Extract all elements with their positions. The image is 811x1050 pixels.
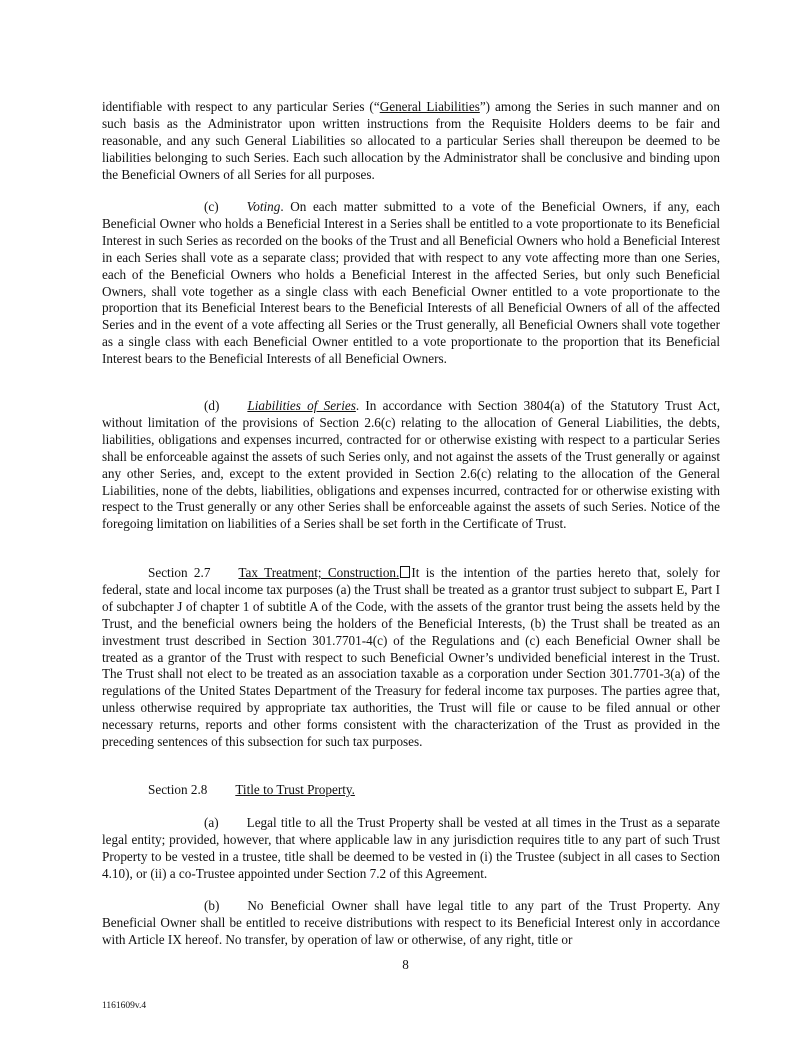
subsection-heading: Liabilities of Series: [247, 398, 356, 413]
section-number: Section 2.7: [148, 565, 211, 580]
text-span: Legal title to all the Trust Property shall be vested at all times in the Trust as a separate legal entity; provided, however, that where applicable law in any jurisdiction requires title to any part of such Trust Property to be vested in a trustee, title shall be deemed to be vested in (i) the Trustee (subject in all cases to Section 4.10), or (ii) a co-Trustee appointed under Section 7.2 of this Agreement.: [102, 815, 720, 881]
paragraph-title-a: [102, 815, 720, 883]
text-span: ”) among the Series in such manner and on such basis as the Administrator upon written instructions from the Requisite Holders deems to be fair and reasonable, and any such General Liabilities so allocated to a particular Series shall thereupon be deemed to be liabilities belonging to such Series. Each such allocation by the Administrator shall be conclusive and binding upon the Beneficial Owners of all Series for all purposes.: [102, 99, 720, 182]
text-span: It is the intention of the parties hereto that, solely for federal, state and local income tax purposes (a) the Trust shall be treated as a grantor trust subject to subpart E, Part I of subchapter J of chapter 1 of subtitle A of the Code, with the assets of the grantor trust being the assets held by the Trust, and the beneficial owners being the holders of the Beneficial Interests, (b) the Trust shall be treated as an investment trust described in Section 301.7701-4(c) of the Regulations and (c) each Beneficial Owner shall be treated as a grantor of the Trust with respect to such Beneficial Owner’s undivided beneficial interest in the Trust. The Trust shall not elect to be treated as an association taxable as a corporation under Section 301.7701-3(a) of the regulations of the United States Department of the Treasury for federal income tax purposes. The parties agree that, unless otherwise required by appropriate tax authorities, the Trust will file or cause to be filed annual or other necessary returns, reports and other forms consistent with the characterization of the Trust as provided in the preceding sentences of this subsection for such tax purposes.: [102, 565, 720, 750]
section-heading: Tax Treatment; Construction.: [238, 565, 400, 580]
page-number: 8: [402, 957, 409, 972]
text-span: . On each matter submitted to a vote of the Beneficial Owners, if any, each Beneficial Owner who holds a Beneficial Interest in a Series shall be entitled to a vote proportionate to its Beneficial Interest in such Series as recorded on the books of the Trust and all Beneficial Owners who hold a Beneficial Interest in each Series shall vote as a separate class; provided that with respect to any vote affecting more than one Series, each of the Beneficial Owners who holds a Beneficial Interest in the affected Series, but only such Beneficial Owners, shall vote together as a single class with each Beneficial Owner entitled to a vote proportionate to the proportion that its Beneficial Interest bears to the Beneficial Interests of all Beneficial Owners of all of the affected Series and in the event of a vote affecting all Series or the Trust generally, all Beneficial Owners shall vote together as a single class with each Beneficial Owner entitled to a vote proportionate to the proportion that its Beneficial Interest bears to the Beneficial Interests of all Beneficial Owners.: [102, 199, 720, 367]
paragraph-liabilities-of-series: [102, 398, 720, 533]
section-number: Section 2.8: [148, 782, 208, 797]
document-id: 1161609v.4: [102, 1001, 147, 1011]
subsection-label: (c): [204, 199, 219, 214]
subsection-label: (b): [204, 898, 220, 913]
text-span: No Beneficial Owner shall have legal title to any part of the Trust Property. Any Beneficial Owner shall be entitled to receive distributions with respect to its Beneficial Interest only in accordance with Article IX hereof. No transfer, by operation of law or otherwise, of any right, title or: [102, 898, 720, 947]
subsection-heading: Voting: [246, 199, 281, 214]
text-span: . In accordance with Section 3804(a) of the Statutory Trust Act, without limitation of the provisions of Section 2.6(c) relating to the allocation of General Liabilities, the debts, liabilities, obligations and expenses incurred, contracted for or otherwise existing with respect to a particular Series shall be enforceable against the assets of such Series only, and not against the assets of the Trust generally or against any other Series, and, except to the extent provided in Section 2.6(c) relating to the allocation of the General Liabilities, none of the debts, liabilities, obligations and expenses incurred, contracted for or otherwise existing with respect to the Trust generally or any other Series shall be enforceable against the assets of such Series. Notice of the foregoing limitation on liabilities of a Series shall be set forth in the Certificate of Trust.: [102, 398, 720, 532]
paragraph-general-liabilities: [102, 99, 720, 184]
subsection-label: (d): [204, 398, 220, 413]
text-span: identifiable with respect to any particular Series (“: [102, 99, 380, 114]
section-2-8-heading: [148, 782, 355, 799]
subsection-label: (a): [204, 815, 219, 830]
paragraph-title-b: [102, 898, 720, 949]
section-heading: Title to Trust Property.: [235, 782, 355, 797]
placeholder-box-icon: [400, 566, 410, 578]
paragraph-section-2-7: [102, 565, 720, 751]
paragraph-voting: [102, 199, 720, 368]
defined-term: General Liabilities: [379, 99, 480, 114]
